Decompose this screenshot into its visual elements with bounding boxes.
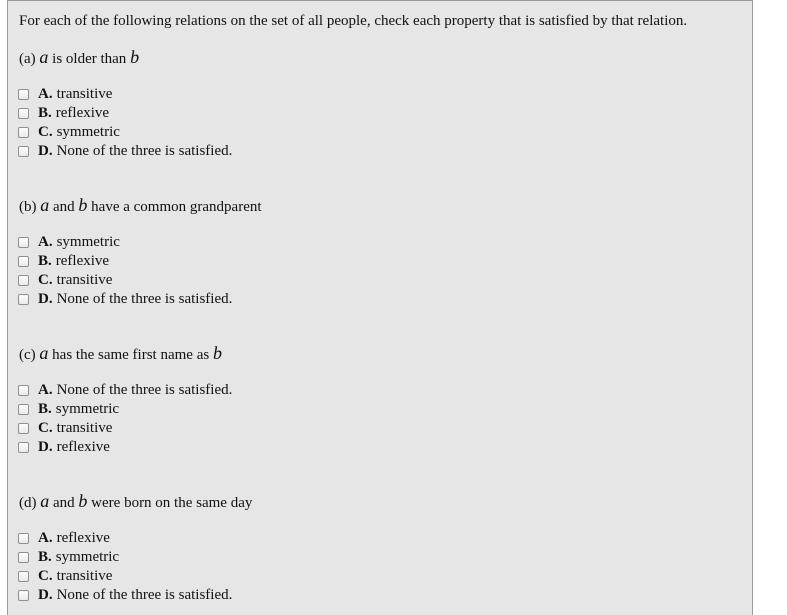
question-text-tail: have a common grandparent (91, 199, 262, 215)
option-row[interactable] (18, 85, 232, 104)
checkbox[interactable] (18, 385, 29, 396)
variable-b: b (130, 47, 140, 67)
option-row[interactable] (18, 142, 232, 161)
option-text: reflexive (56, 439, 110, 455)
option-text: None of the three is satisfied. (56, 382, 233, 398)
variable-b: b (212, 343, 222, 363)
option-row[interactable] (18, 438, 232, 457)
option-letter: A. (38, 382, 53, 398)
option-letter: A. (38, 530, 53, 546)
checkbox[interactable] (18, 571, 29, 582)
option-row[interactable] (18, 290, 232, 309)
option-text: transitive (56, 272, 113, 288)
option-letter: D. (38, 587, 53, 603)
question-b (19, 195, 262, 216)
option-text: symmetric (56, 234, 120, 250)
option-letter: D. (38, 291, 53, 307)
variable-b: b (78, 491, 88, 511)
question-c (19, 343, 222, 364)
option-letter: D. (38, 439, 53, 455)
variable-a: a (39, 47, 49, 67)
question-label: (d) (19, 495, 37, 511)
option-row[interactable] (18, 104, 232, 123)
option-row[interactable] (18, 123, 232, 142)
option-row[interactable] (18, 586, 232, 605)
option-text: None of the three is satisfied. (56, 291, 233, 307)
option-letter: C. (38, 124, 53, 140)
options-d (18, 529, 232, 605)
checkbox[interactable] (18, 590, 29, 601)
option-text: reflexive (55, 253, 110, 269)
question-d (19, 491, 252, 512)
question-label: (b) (19, 199, 37, 215)
option-letter: B. (38, 401, 52, 417)
option-text: None of the three is satisfied. (56, 143, 233, 159)
checkbox[interactable] (18, 146, 29, 157)
option-row[interactable] (18, 419, 232, 438)
option-text: transitive (56, 568, 113, 584)
variable-a: a (39, 343, 49, 363)
checkbox[interactable] (18, 533, 29, 544)
option-text: reflexive (56, 530, 110, 546)
checkbox[interactable] (18, 442, 29, 453)
question-text: has the same first name as (52, 347, 210, 363)
question-text-tail: were born on the same day (91, 495, 253, 511)
variable-a: a (40, 491, 50, 511)
option-row[interactable] (18, 233, 232, 252)
checkbox[interactable] (18, 89, 29, 100)
options-c (18, 381, 232, 457)
checkbox[interactable] (18, 256, 29, 267)
option-letter: B. (38, 105, 52, 121)
question-text: is older than (52, 51, 127, 67)
checkbox[interactable] (18, 552, 29, 563)
option-text: symmetric (55, 549, 120, 565)
option-text: None of the three is satisfied. (56, 587, 233, 603)
checkbox[interactable] (18, 108, 29, 119)
option-text: reflexive (55, 105, 110, 121)
variable-a: a (40, 195, 50, 215)
option-text: transitive (56, 420, 113, 436)
question-text: and (53, 495, 75, 511)
option-letter: B. (38, 253, 52, 269)
question-label: (c) (19, 347, 36, 363)
question-text: and (53, 199, 75, 215)
option-letter: A. (38, 234, 53, 250)
checkbox[interactable] (18, 275, 29, 286)
option-text: transitive (56, 86, 113, 102)
question-panel (7, 0, 753, 615)
option-text: symmetric (55, 401, 120, 417)
option-letter: A. (38, 86, 53, 102)
option-letter: C. (38, 420, 53, 436)
option-row[interactable] (18, 400, 232, 419)
variable-b: b (78, 195, 88, 215)
option-row[interactable] (18, 548, 232, 567)
option-text: symmetric (56, 124, 120, 140)
option-letter: B. (38, 549, 52, 565)
option-letter: C. (38, 568, 53, 584)
option-row[interactable] (18, 529, 232, 548)
option-row[interactable] (18, 567, 232, 586)
checkbox[interactable] (18, 237, 29, 248)
checkbox[interactable] (18, 127, 29, 138)
option-row[interactable] (18, 381, 232, 400)
option-row[interactable] (18, 252, 232, 271)
option-letter: C. (38, 272, 53, 288)
question-a (19, 47, 139, 68)
options-a (18, 85, 232, 161)
checkbox[interactable] (18, 294, 29, 305)
option-row[interactable] (18, 271, 232, 290)
checkbox[interactable] (18, 404, 29, 415)
option-letter: D. (38, 143, 53, 159)
checkbox[interactable] (18, 423, 29, 434)
instructions: For each of the following relations on the set of all people, check each property that is satisfied by that relation. (19, 13, 688, 29)
options-b (18, 233, 232, 309)
question-label: (a) (19, 51, 36, 67)
